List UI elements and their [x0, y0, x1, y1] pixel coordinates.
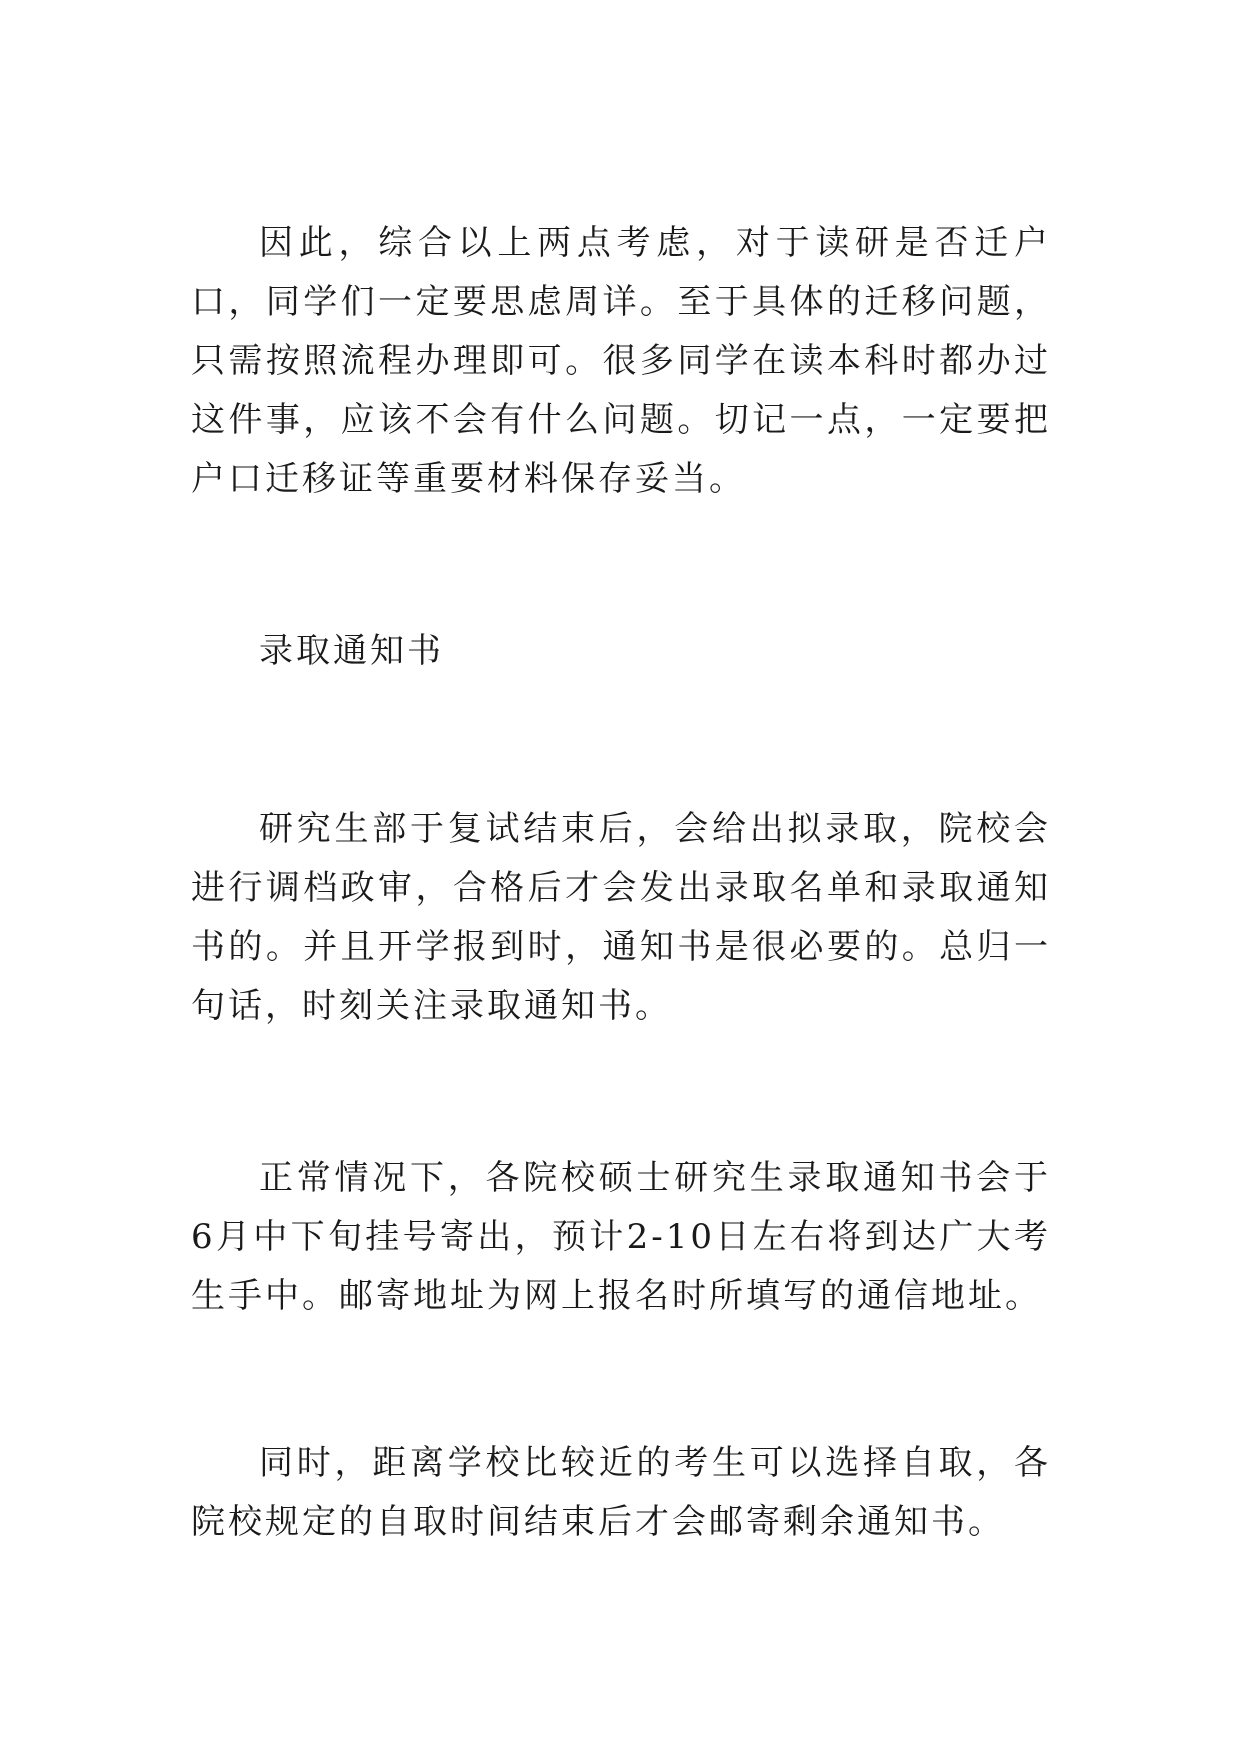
- paragraph-hukou-advice: 因此，综合以上两点考虑，对于读研是否迁户口，同学们一定要思虑周详。至于具体的迁移问题，只需按照流程办理即可。很多同学在读本科时都办过这件事，应该不会有什么问题。切记一点，一定要把户口迁移证等重要材料保存妥当。: [191, 223, 1051, 499]
- paragraph-admission-process: 研究生部于复试结束后，会给出拟录取，院校会进行调档政审，合格后才会发出录取名单和录取通知书的。并且开学报到时，通知书是很必要的。总归一句话，时刻关注录取通知书。: [191, 809, 1051, 1026]
- paragraph-mailing-schedule: 正常情况下，各院校硕士研究生录取通知书会于6月中下旬挂号寄出，预计2-10日左右将到达广大考生手中。邮寄地址为网上报名时所填写的通信地址。: [191, 1158, 1051, 1316]
- section-heading-admission-notice: 录取通知书: [259, 631, 444, 671]
- paragraph-self-pickup: 同时，距离学校比较近的考生可以选择自取，各院校规定的自取时间结束后才会邮寄剩余通知书。: [191, 1443, 1051, 1542]
